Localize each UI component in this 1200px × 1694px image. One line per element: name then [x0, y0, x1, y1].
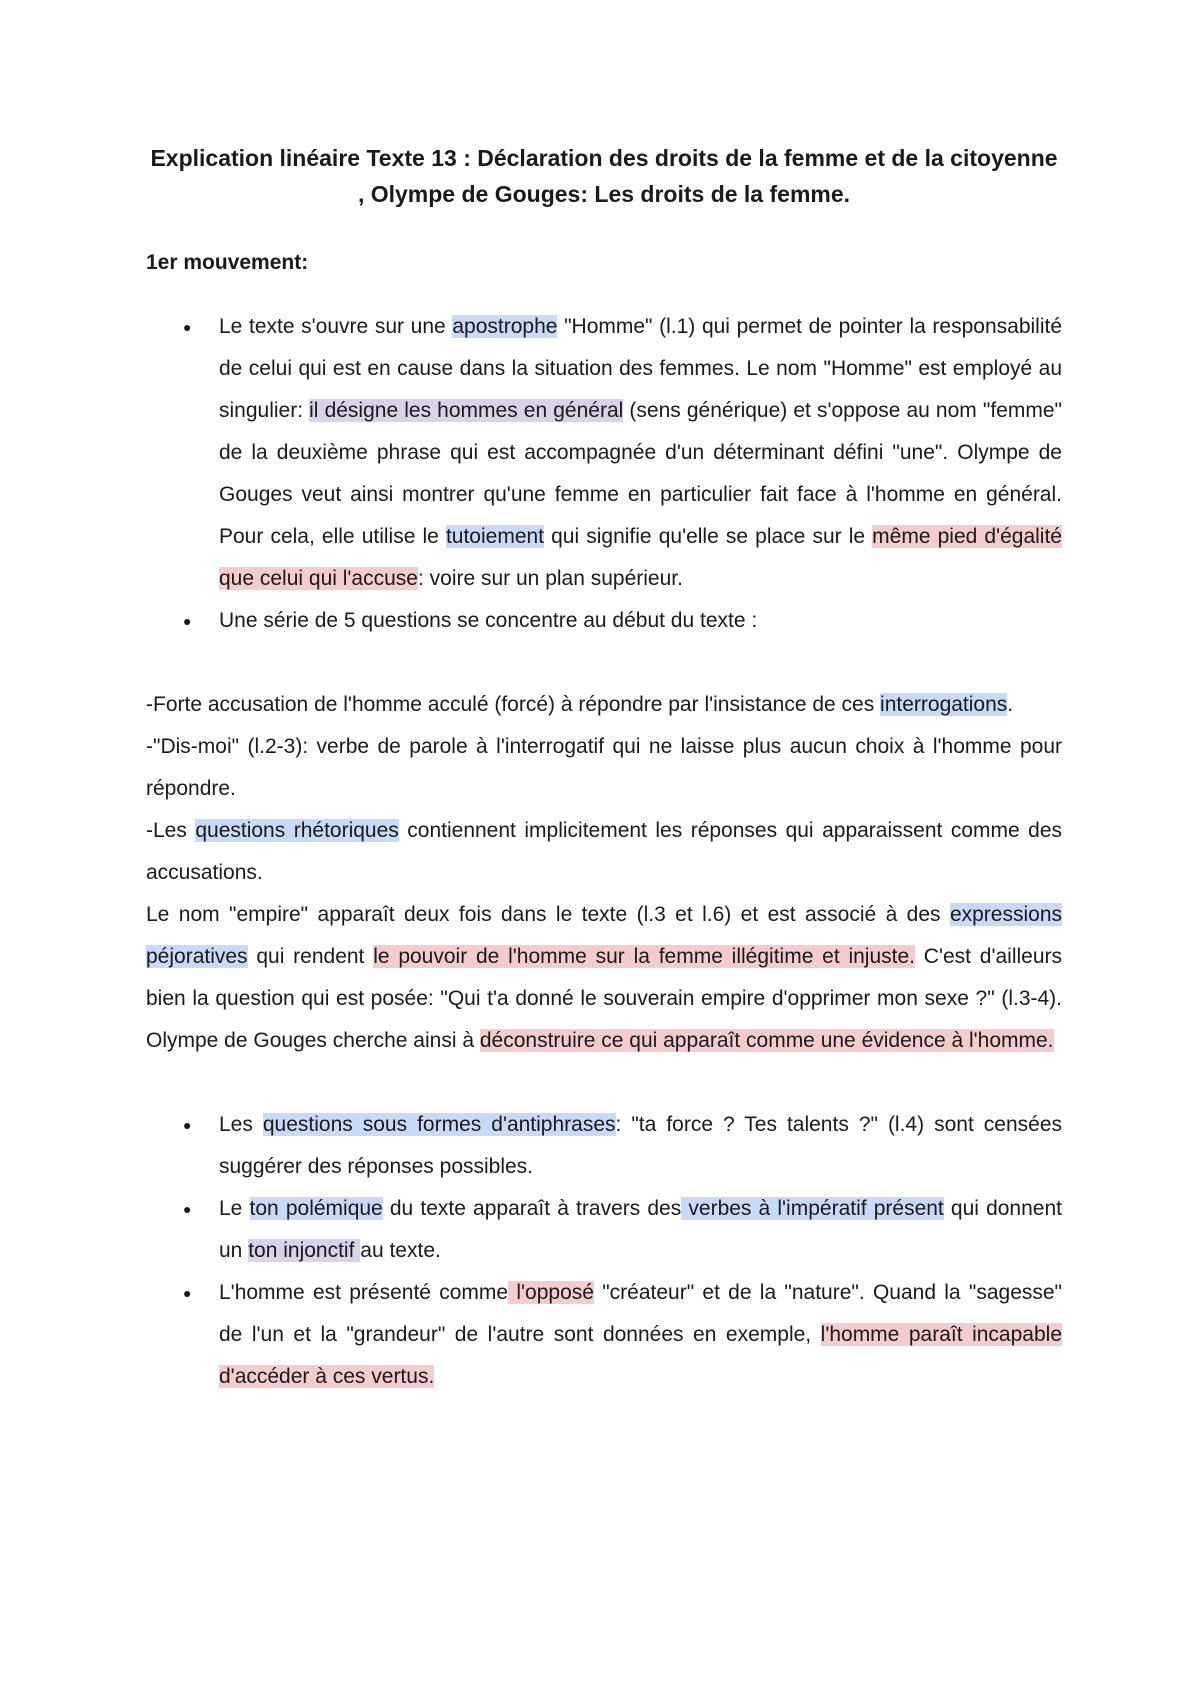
bullet-icon: ●	[183, 613, 192, 629]
paragraph	[146, 810, 1062, 894]
paragraph	[146, 684, 1062, 726]
text-run: "Homme" (l.1) qui permet de pointer la responsabilité de celui qui est en cause dans la situation des femmes. Le nom "Homme" est employé au singulier:	[219, 315, 1063, 422]
highlight-blue: ton polémique	[249, 1197, 383, 1220]
highlight-blue: interrogations	[880, 693, 1008, 716]
highlight-blue: questions sous formes d'antiphrases	[262, 1113, 616, 1136]
list-item	[183, 1272, 1063, 1398]
text-run: contiennent implicitement les réponses qui apparaissent comme des accusations.	[146, 819, 1063, 884]
bullet-icon: ●	[183, 1117, 192, 1133]
movement-heading: 1er mouvement:	[146, 251, 309, 274]
highlight-red: déconstruire ce qui apparaît comme une évidence à l'homme.	[479, 1029, 1054, 1052]
highlight-red: l'opposé	[508, 1281, 594, 1304]
highlight-purple: il désigne les hommes en général	[309, 399, 624, 422]
text-run: -Forte accusation de l'homme acculé (forcé) à répondre par l'insistance de ces	[146, 693, 881, 716]
paragraph: -"Dis-moi" (l.2-3): verbe de parole à l'interrogatif qui ne laisse plus aucun choix à l'homme pour répondre.	[146, 735, 1062, 800]
list-item	[183, 600, 1062, 642]
text-run: Le	[219, 1197, 250, 1220]
spacer	[146, 1062, 1062, 1104]
highlight-red: le pouvoir de l'homme sur la femme illégitime et injuste.	[373, 945, 916, 968]
bullet-list-1	[146, 306, 1062, 642]
document-body	[146, 306, 1062, 1398]
highlight-blue: questions rhétoriques	[195, 819, 399, 842]
text-run: Les	[219, 1113, 263, 1136]
text-run: C'est d'ailleurs bien la question qui est posée: "Qui t'a donné le souverain empire d'opprimer mon sexe ?" (l.3-4). Olympe de Gouges cherche ainsi à	[146, 945, 1062, 1052]
text-run: Une série de 5 questions se concentre au début du texte :	[219, 609, 758, 632]
highlight-blue: tutoiement	[445, 525, 545, 548]
document-page	[146, 140, 1062, 1398]
list-item	[183, 306, 1063, 600]
text-run: "créateur" et de la "nature". Quand la "sagesse" de l'un et la "grandeur" de l'autre sont données en exemple,	[219, 1281, 1063, 1346]
bullet-icon: ●	[183, 319, 192, 335]
text-run: : voire sur un plan supérieur.	[417, 567, 683, 590]
highlight-blue: apostrophe	[452, 315, 558, 338]
paragraph	[146, 894, 1062, 1062]
text-run: : "ta force ? Tes talents ?" (l.4) sont censées suggérer des réponses possibles.	[219, 1113, 1062, 1178]
list-item	[183, 1188, 1062, 1272]
text-run: .	[1007, 693, 1014, 716]
text-run: au texte.	[360, 1239, 441, 1262]
text-run: (sens générique) et s'oppose au nom "femme" de la deuxième phrase qui est accompagnée d'un déterminant défini "une". Olympe de Gouges veut ainsi montrer qu'une femme en particulier fait face à l'homme en général. Pour cela, elle utilise le	[219, 399, 1062, 548]
text-run: du texte apparaît à travers des	[382, 1197, 682, 1220]
text-run: qui signifie qu'elle se place sur le	[544, 525, 873, 548]
text-run: qui rendent	[247, 945, 374, 968]
text-run: qui donnent un	[219, 1197, 1062, 1262]
spacer	[146, 642, 1062, 684]
text-run: Le texte s'ouvre sur une	[219, 315, 453, 338]
text-run: -Les	[146, 819, 196, 842]
highlight-purple: ton injonctif	[248, 1239, 361, 1262]
highlight-red: même pied d'égalité que celui qui l'accuse	[219, 525, 1062, 590]
bullet-icon: ●	[183, 1201, 192, 1217]
document-title: Explication linéaire Texte 13 : Déclaration des droits de la femme et de la citoyenne , Olympe de Gouges: Les droits de la femme.	[150, 145, 1058, 207]
highlight-blue: verbes à l'impératif présent	[681, 1197, 944, 1220]
highlight-blue: expressions péjoratives	[146, 903, 1062, 968]
bullet-list-2	[146, 1104, 1062, 1398]
highlight-red: l'homme paraît incapable d'accéder à ces vertus.	[219, 1323, 1062, 1388]
list-item	[183, 1104, 1062, 1188]
bullet-icon: ●	[183, 1285, 192, 1301]
text-run: L'homme est présenté comme	[219, 1281, 509, 1304]
text-run: Le nom "empire" apparaît deux fois dans le texte (l.3 et l.6) et est associé à des	[146, 903, 950, 926]
